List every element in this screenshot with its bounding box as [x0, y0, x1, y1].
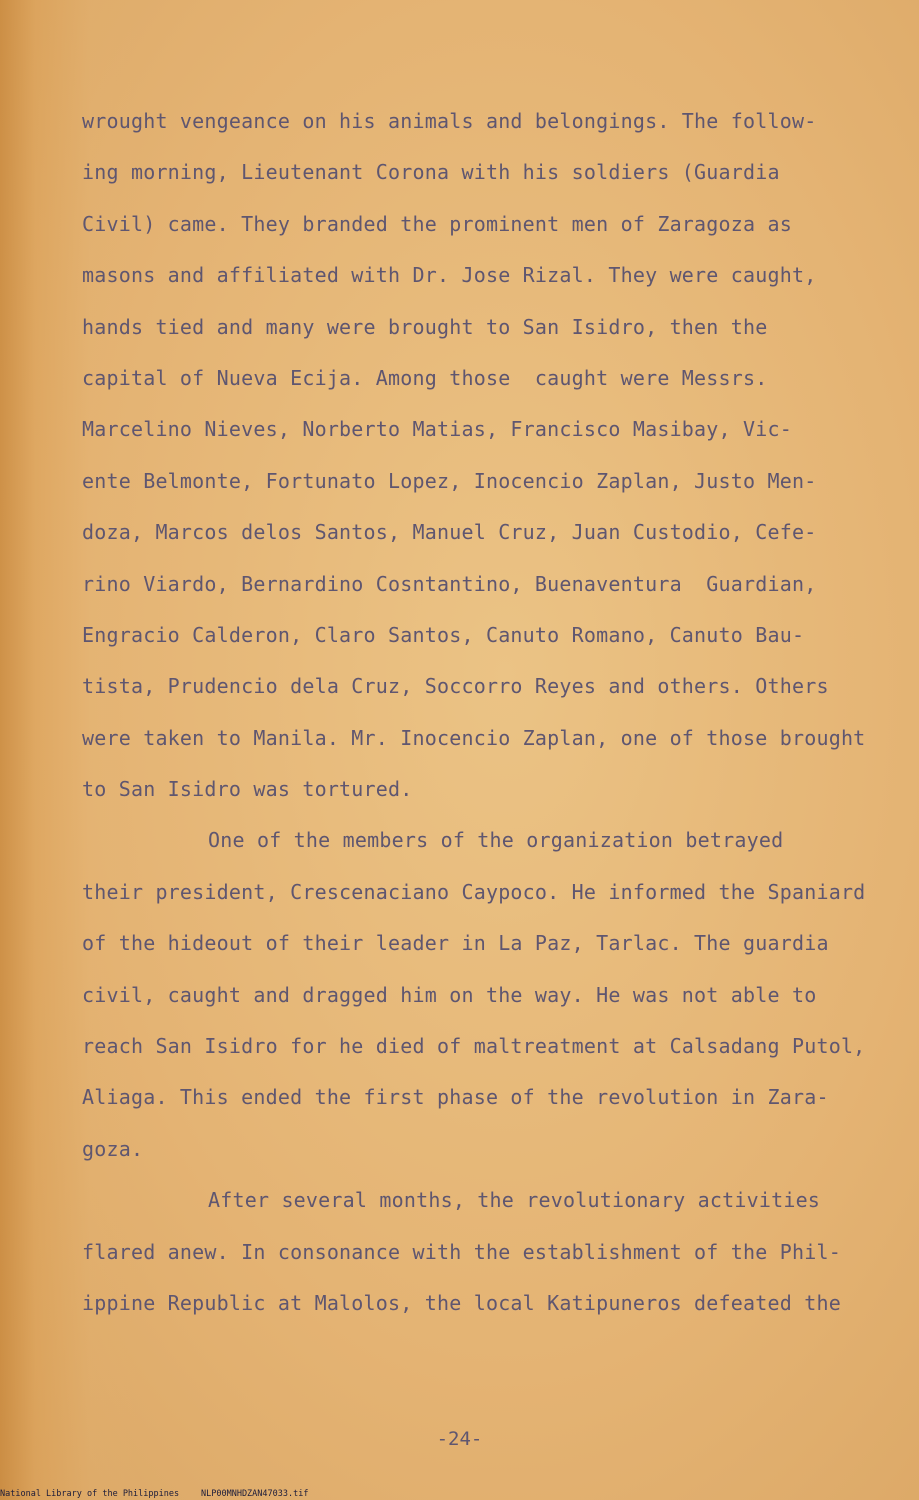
footer-filename: NLP00MNHDZAN47033.tif [201, 1489, 309, 1499]
text-line: tista, Prudencio dela Cruz, Soccorro Reyes and others. Others [82, 674, 829, 699]
text-line: reach San Isidro for he died of maltreatment at Calsadang Putol, [82, 1034, 866, 1059]
text-line: of the hideout of their leader in La Paz, Tarlac. The guardia [82, 931, 829, 956]
text-line: hands tied and many were brought to San Isidro, then the [82, 314, 768, 339]
document-body [82, 96, 902, 1329]
text-line: wrought vengeance on his animals and belongings. The follow- [82, 109, 817, 133]
text-line: Marcelino Nieves, Norberto Matias, Francisco Masibay, Vic- [82, 417, 792, 442]
scan-footer [0, 1488, 919, 1500]
text-line: One of the members of the organization betrayed [208, 828, 784, 853]
text-line: were taken to Manila. Mr. Inocencio Zaplan, one of those brought [82, 725, 866, 750]
text-line: ente Belmonte, Fortunato Lopez, Inocencio Zaplan, Justo Men- [82, 468, 817, 493]
text-line: their president, Crescenaciano Caypoco. He informed the Spaniard [82, 879, 866, 904]
text-line: ing morning, Lieutenant Corona with his soldiers (Guardia [82, 160, 780, 185]
text-line: to San Isidro was tortured. [82, 777, 413, 802]
text-line: civil, caught and dragged him on the way. He was not able to [82, 982, 817, 1007]
text-line: doza, Marcos delos Santos, Manuel Cruz, Juan Custodio, Cefe- [82, 520, 817, 545]
text-line: ippine Republic at Malolos, the local Katipuneros defeated the [82, 1290, 841, 1315]
text-line: Civil) came. They branded the prominent men of Zaragoza as [82, 211, 792, 236]
text-line: Engracio Calderon, Claro Santos, Canuto Romano, Canuto Bau- [82, 622, 805, 647]
text-line: flared anew. In consonance with the establishment of the Phil- [82, 1239, 841, 1264]
text-line: rino Viardo, Bernardino Cosntantino, Buenaventura Guardian, [82, 571, 817, 596]
text-line: capital of Nueva Ecija. Among those caught were Messrs. [82, 365, 768, 390]
text-line: Aliaga. This ended the first phase of the revolution in Zara- [82, 1085, 829, 1110]
text-line: After several months, the revolutionary activities [208, 1188, 821, 1213]
footer-institution: National Library of the Philippines [0, 1489, 180, 1499]
text-line: goza. [82, 1136, 144, 1161]
text-line: masons and affiliated with Dr. Jose Rizal. They were caught, [82, 263, 817, 288]
page-number: -24- [436, 1428, 483, 1450]
